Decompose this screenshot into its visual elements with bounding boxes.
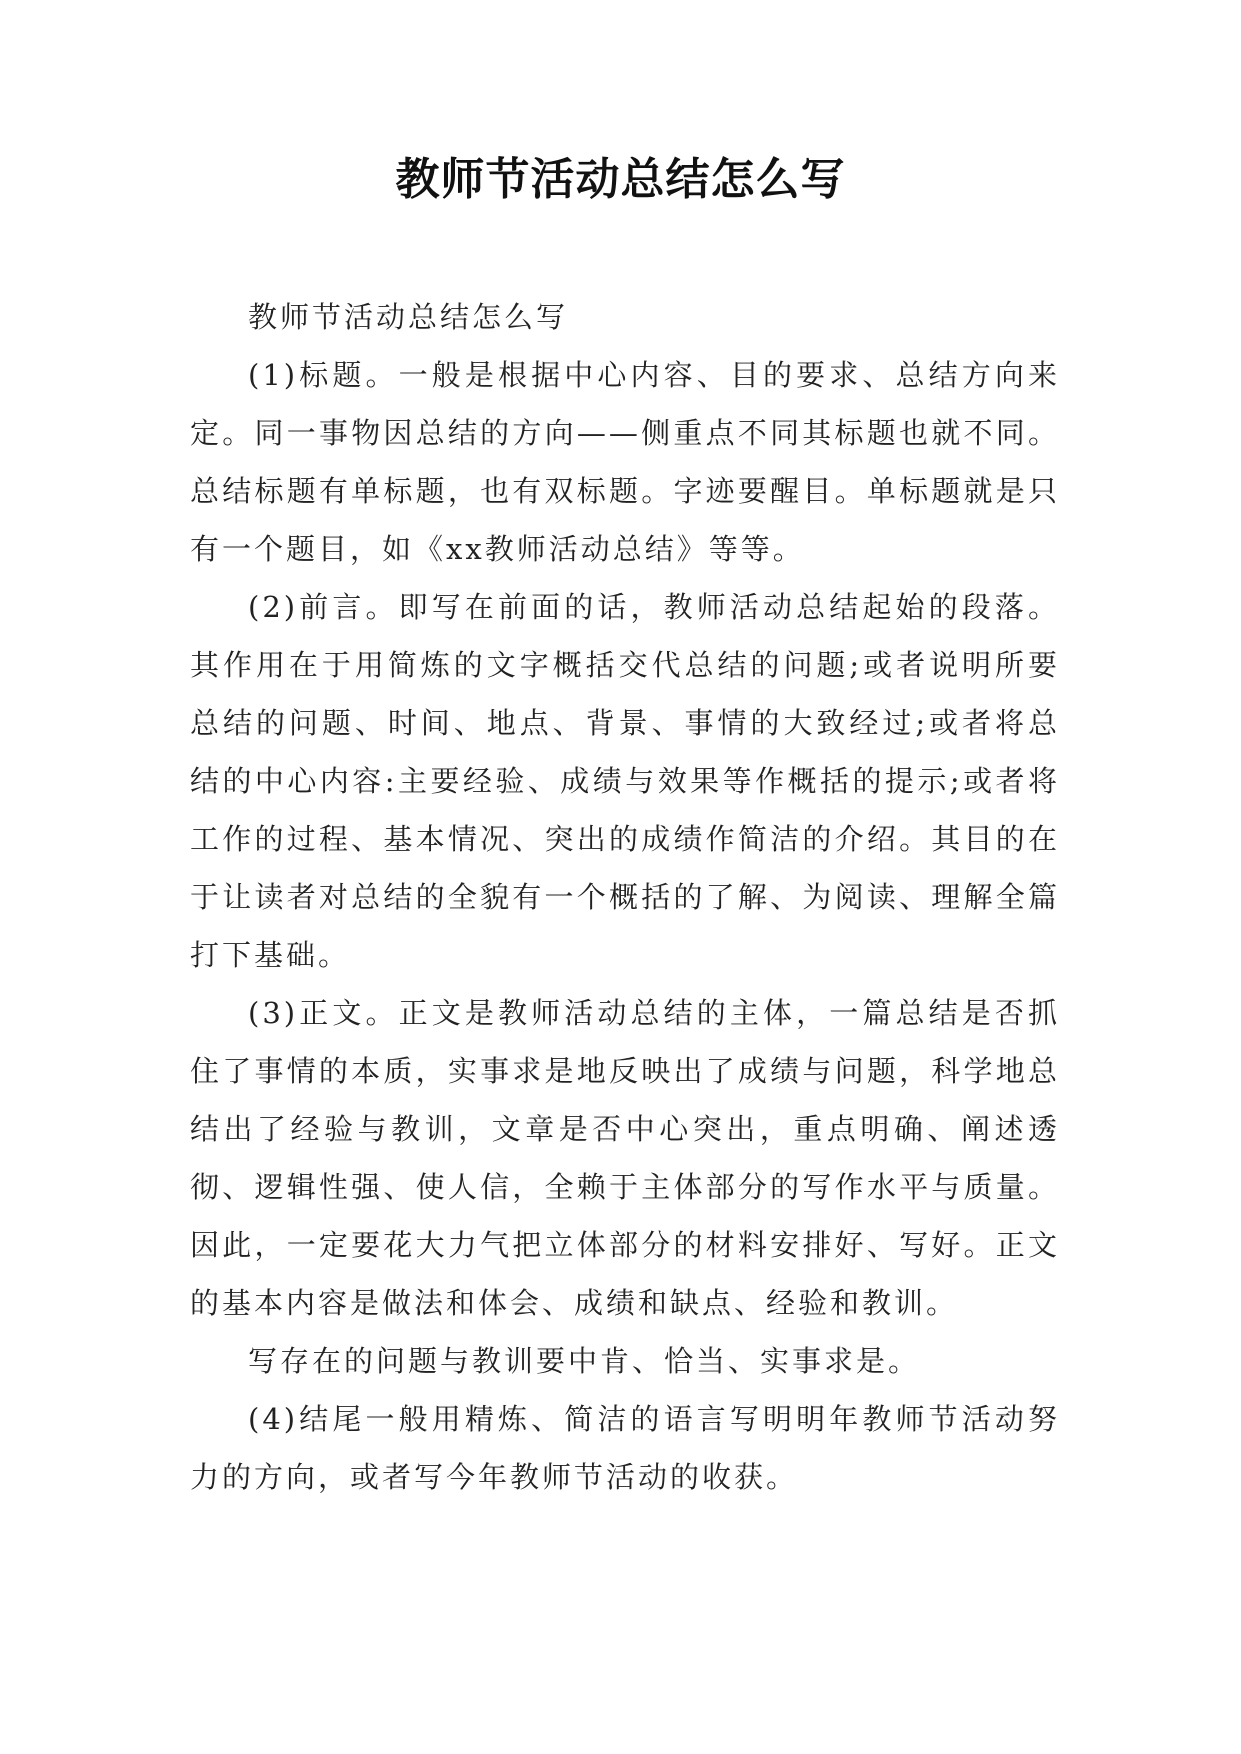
document-title: 教师节活动总结怎么写	[395, 154, 846, 205]
paragraph-title-section: (1)标题。一般是根据中心内容、目的要求、总结方向来定。同一事物因总结的方向——侧重点不同其标题也就不同。总结标题有单标题，也有双标题。字迹要醒目。单标题就是只有一个题目，如《xx教师活动总结》等等。	[190, 358, 1060, 566]
paragraph-heading: 教师节活动总结怎么写	[248, 300, 569, 334]
document-body	[190, 288, 1060, 1506]
paragraph-ending-section: (4)结尾一般用精炼、简洁的语言写明明年教师节活动努力的方向，或者写今年教师节活动的收获。	[190, 1402, 1060, 1494]
paragraph-body-section: (3)正文。正文是教师活动总结的主体，一篇总结是否抓住了事情的本质，实事求是地反映出了成绩与问题，科学地总结出了经验与教训，文章是否中心突出，重点明确、阐述透彻、逻辑性强、使人信，全赖于主体部分的写作水平与质量。因此，一定要花大力气把立体部分的材料安排好、写好。正文的基本内容是做法和体会、成绩和缺点、经验和教训。	[190, 996, 1060, 1320]
paragraph-issues-note: 写存在的问题与教训要中肯、恰当、实事求是。	[248, 1344, 921, 1378]
paragraph-preface-section: (2)前言。即写在前面的话，教师活动总结起始的段落。其作用在于用简炼的文字概括交代总结的问题;或者说明所要总结的问题、时间、地点、背景、事情的大致经过;或者将总结的中心内容:主要经验、成绩与效果等作概括的提示;或者将工作的过程、基本情况、突出的成绩作简洁的介绍。其目的在于让读者对总结的全貌有一个概括的了解、为阅读、理解全篇打下基础。	[190, 590, 1060, 972]
